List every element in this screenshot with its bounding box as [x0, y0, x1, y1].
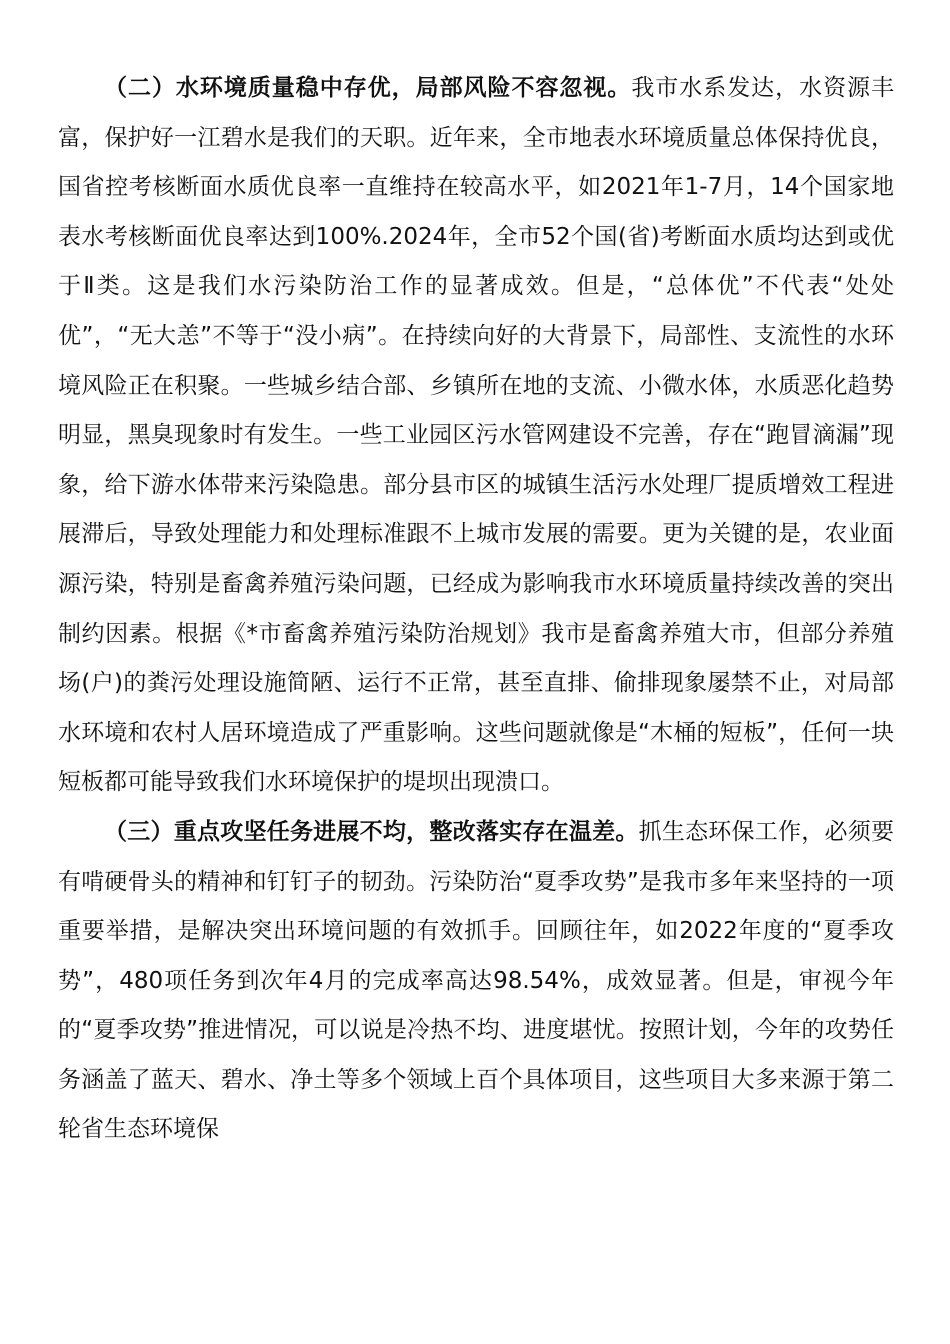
paragraph-section-3 — [58, 808, 894, 1155]
section-3-heading: （三）重点攻坚任务进展不均，整改落实存在温差。 — [104, 818, 639, 845]
document-page — [58, 64, 894, 1155]
section-2-body: 我市水系发达，水资源丰富，保护好一江碧水是我们的天职。近年来，全市地表水环境质量总体保持优良，国省控考核断面水质优良率一直维持在较高水平，如2021年1-7月，14个国家地表水考核断面优良率达到100%.2024年，全市52个国(省)考断面水质均达到或优于Ⅱ类。这是我们水污染防治工作的显著成效。但是，“总体优”不代表“处处优”，“无大恙”不等于“没小病”。在持续向好的大背景下，局部性、支流性的水环境风险正在积聚。一些城乡结合部、乡镇所在地的支流、小微水体，水质恶化趋势明显，黑臭现象时有发生。一些工业园区污水管网建设不完善，存在“跑冒滴漏”现象，给下游水体带来污染隐患。部分县市区的城镇生活污水处理厂提质增效工程进展滞后，导致处理能力和处理标准跟不上城市发展的需要。更为关键的是，农业面源污染，特别是畜禽养殖污染问题，已经成为影响我市水环境质量持续改善的突出制约因素。根据《*市畜禽养殖污染防治规划》我市是畜禽养殖大市，但部分养殖场(户)的粪污处理设施简陋、运行不正常，甚至直排、偷排现象屡禁不止，对局部水环境和农村人居环境造成了严重影响。这些问题就像是“木桶的短板”，任何一块短板都可能导致我们水环境保护的堤坝出现溃口。 — [58, 75, 894, 796]
paragraph-section-2 — [58, 64, 894, 808]
section-3-body: 抓生态环保工作，必须要有啃硬骨头的精神和钉钉子的韧劲。污染防治“夏季攻势”是我市多年来坚持的一项重要举措，是解决突出环境问题的有效抓手。回顾往年，如2022年度的“夏季攻势”，480项任务到次年4月的完成率高达98.54%，成效显著。但是，审视今年的“夏季攻势”推进情况，可以说是冷热不均、进度堪忧。按照计划，今年的攻势任务涵盖了蓝天、碧水、净土等多个领域上百个具体项目，这些项目大多来源于第二轮省生态环境保 — [58, 818, 895, 1143]
section-2-heading: （二）水环境质量稳中存优，局部风险不容忽视。 — [104, 75, 632, 101]
